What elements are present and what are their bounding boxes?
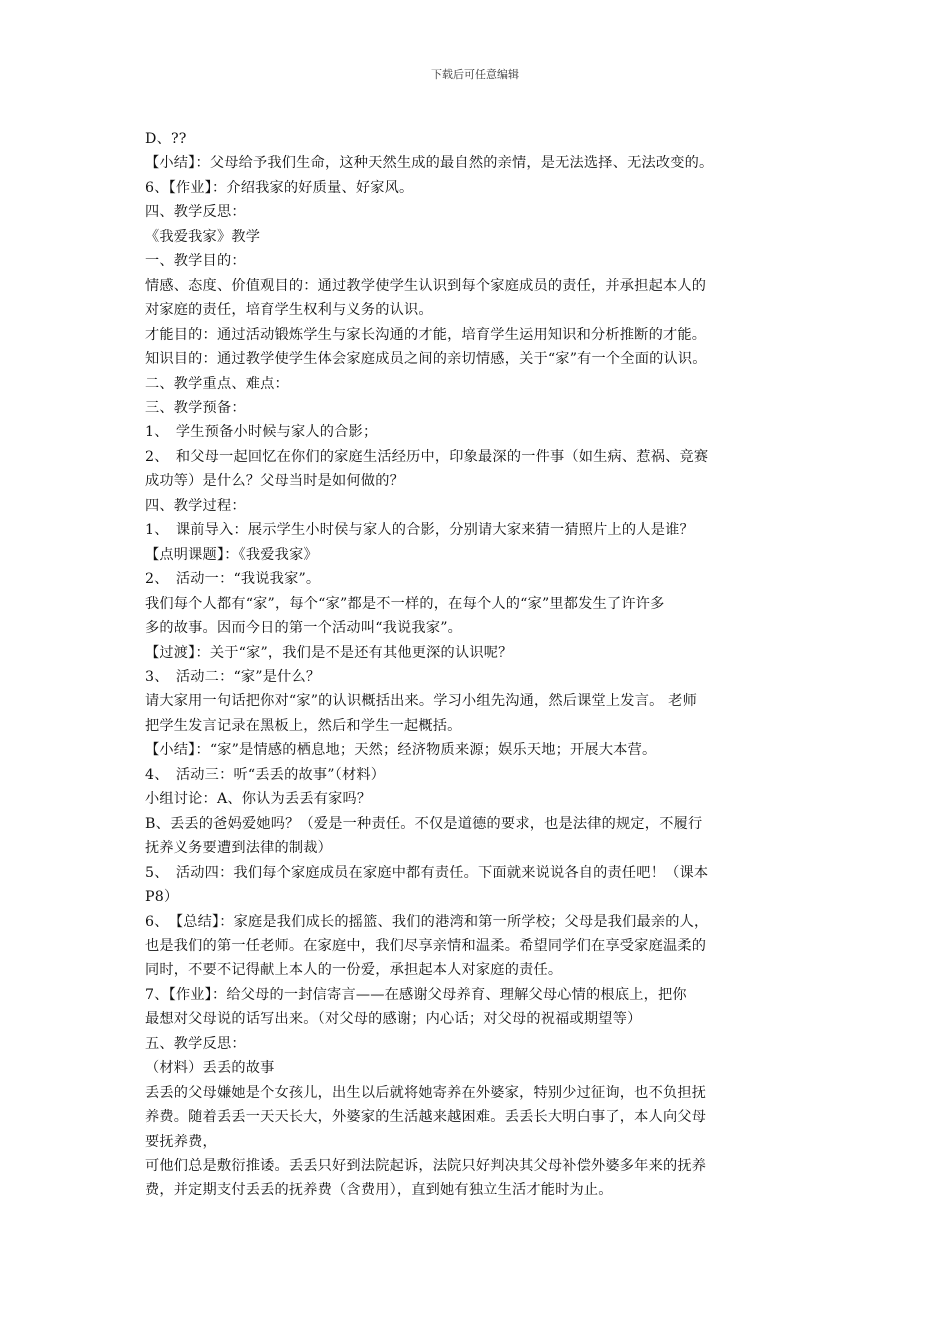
document-body — [145, 127, 815, 1203]
text-line: 一、教学目的： — [145, 253, 246, 270]
text-line: 抚养义务要遭到法律的制裁） — [145, 840, 333, 857]
text-line: 5、 活动四：我们每个家庭成员在家庭中都有责任。下面就来说说各自的责任吧！（课本 — [145, 864, 709, 881]
text-line: 也是我们的第一任老师。在家庭中，我们尽享亲情和温柔。希望同学们在享受家庭温柔的 — [145, 937, 707, 954]
text-line: 【小结】：父母给予我们生命，这种天然生成的最自然的亲情，是无法选择、无法改变的。 — [145, 155, 714, 172]
text-line: 要抚养费， — [145, 1133, 217, 1150]
text-line: 2、 活动一：“我说我家”。 — [145, 571, 321, 588]
text-line: 3、 活动二：“家”是什么？ — [145, 668, 321, 685]
text-line: 同时，不要不记得献上本人的一份爱，承担起本人对家庭的责任。 — [145, 962, 563, 979]
text-line: 《我爱我家》教学 — [145, 228, 261, 245]
text-line: 【小结】：“家”是情感的栖息地；天然；经济物质来源；娱乐天地；开展大本营。 — [145, 742, 657, 759]
text-line: 三、教学预备： — [145, 399, 246, 416]
text-line: 二、教学重点、难点： — [145, 375, 289, 392]
text-line: （材料）丢丢的故事 — [145, 1060, 275, 1077]
text-line: 请大家用一句话把你对“家”的认识概括出来。学习小组先沟通，然后课堂上发言。 老师 — [145, 693, 697, 710]
text-line: 四、教学过程： — [145, 497, 246, 514]
text-line: 1、 学生预备小时候与家人的合影； — [145, 424, 378, 441]
text-line: 养费。随着丢丢一天天长大，外婆家的生活越来越困难。丢丢长大明白事了，本人向父母 — [145, 1109, 707, 1126]
text-line: 7、【作业】：给父母的一封信寄言——在感谢父母养育、理解父母心情的根底上，把你 — [145, 986, 687, 1003]
text-line: 2、 和父母一起回忆在你们的家庭生活经历中，印象最深的一件事（如生病、惹祸、竞赛 — [145, 448, 709, 465]
text-line: 对家庭的责任，培育学生权利与义务的认识。 — [145, 302, 433, 319]
text-line: 4、 活动三：听“丢丢的故事”（材料） — [145, 766, 386, 783]
text-line: 把学生发言记录在黑板上，然后和学生一起概括。 — [145, 717, 462, 734]
text-line: 最想对父母说的话写出来。（对父母的感谢；内心话；对父母的祝福或期望等） — [145, 1011, 642, 1028]
text-line: 1、 课前导入：展示学生小时侯与家人的合影，分别请大家来猜一猜照片上的人是谁？ — [145, 522, 694, 539]
text-line: 多的故事。因而今日的第一个活动叫“我说我家”。 — [145, 620, 463, 637]
text-line: 知识目的：通过教学使学生体会家庭成员之间的亲切情感，关于“家”有一个全面的认识。 — [145, 351, 707, 368]
text-line: 费，并定期支付丢丢的抚养费（含费用），直到她有独立生活才能时为止。 — [145, 1182, 613, 1199]
text-line: 五、教学反思： — [145, 1035, 246, 1052]
text-line: 【点明课题】：《我爱我家》 — [145, 546, 318, 563]
text-line: D、?? — [145, 131, 187, 147]
text-line: 小组讨论：A、你认为丢丢有家吗？ — [145, 791, 372, 808]
text-line: 丢丢的父母嫌她是个女孩儿，出生以后就将她寄养在外婆家，特别少过征询，也不负担抚 — [145, 1084, 707, 1101]
text-line: 成功等）是什么？父母当时是如何做的？ — [145, 473, 404, 490]
text-line: 四、教学反思： — [145, 204, 246, 221]
text-line: 6、【作业】：介绍我家的好质量、好家风。 — [145, 179, 414, 196]
text-line: 我们每个人都有“家”，每个“家”都是不一样的，在每个人的“家”里都发生了许许多 — [145, 595, 665, 612]
text-line: P8） — [145, 889, 179, 906]
page-header: 下载后可任意编辑 — [431, 68, 519, 81]
text-line: 情感、态度、价值观目的：通过教学使学生认识到每个家庭成员的责任，并承担起本人的 — [145, 277, 707, 294]
text-line: 才能目的：通过活动锻炼学生与家长沟通的才能，培育学生运用知识和分析推断的才能。 — [145, 326, 707, 343]
text-line: B、丢丢的爸妈爱她吗？（爱是一种责任。不仅是道德的要求，也是法律的规定，不履行 — [145, 815, 703, 832]
text-line: 6、 【总结】：家庭是我们成长的摇篮、我们的港湾和第一所学校；父母是我们最亲的人， — [145, 913, 709, 930]
text-line: 【过渡】：关于“家”，我们是不是还有其他更深的认识呢？ — [145, 644, 513, 661]
text-line: 可他们总是敷衍推诿。丢丢只好到法院起诉，法院只好判决其父母补偿外婆多年来的抚养 — [145, 1158, 707, 1175]
